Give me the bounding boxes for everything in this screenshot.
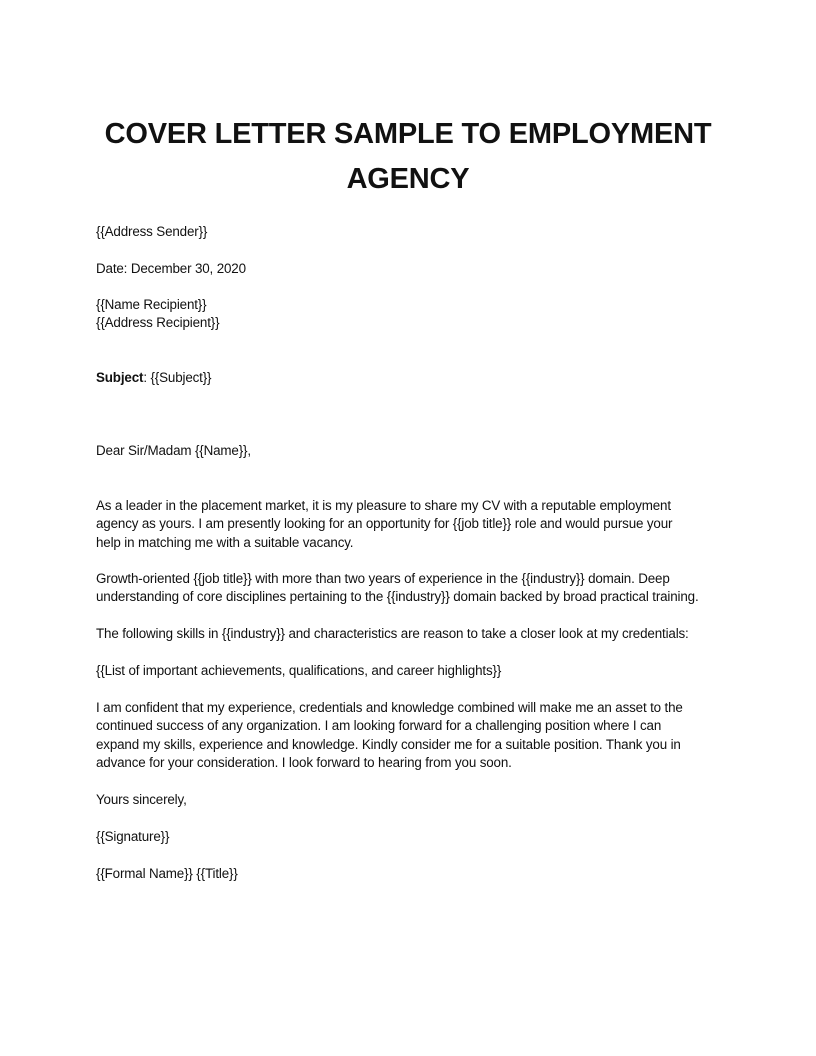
address-sender: {{Address Sender}} bbox=[96, 224, 208, 239]
closing-line: Yours sincerely, bbox=[96, 792, 187, 807]
paragraph-line: Growth-oriented {{job title}} with more than two years of experience in the {{industry}} domain. Deep bbox=[96, 571, 670, 586]
paragraph-skills: The following skills in {{industry}} and characteristics are reason to take a closer look at my credentials: bbox=[96, 626, 689, 641]
paragraph-line: agency as yours. I am presently looking for an opportunity for {{job title}} role and would pursue your bbox=[96, 516, 673, 532]
title-line-2: AGENCY bbox=[346, 163, 470, 195]
paragraph-intro bbox=[96, 497, 736, 552]
paragraph-line: As a leader in the placement market, it is my pleasure to share my CV with a reputable employment bbox=[96, 498, 671, 513]
paragraph-experience bbox=[96, 570, 736, 607]
paragraph-closing bbox=[96, 699, 736, 772]
paragraph-line: help in matching me with a suitable vacancy. bbox=[96, 534, 354, 550]
salutation: Dear Sir/Madam {{Name}}, bbox=[96, 443, 251, 458]
name-recipient: {{Name Recipient}} bbox=[96, 297, 207, 312]
formal-name-title: {{Formal Name}} {{Title}} bbox=[96, 866, 238, 881]
title-line-1: COVER LETTER SAMPLE TO EMPLOYMENT bbox=[104, 118, 712, 150]
paragraph-achievements: {{List of important achievements, qualifications, and career highlights}} bbox=[96, 663, 502, 678]
paragraph-line: I am confident that my experience, credentials and knowledge combined will make me an asset to the bbox=[96, 700, 683, 715]
subject-label: Subject bbox=[96, 370, 144, 385]
subject-value: : {{Subject}} bbox=[143, 370, 212, 385]
paragraph-line: advance for your consideration. I look forward to hearing from you soon. bbox=[96, 754, 512, 770]
subject-line bbox=[96, 369, 736, 387]
address-recipient: {{Address Recipient}} bbox=[96, 315, 220, 330]
paragraph-line: continued success of any organization. I am looking forward for a challenging position where I can bbox=[96, 718, 662, 734]
paragraph-line: understanding of core disciplines pertaining to the {{industry}} domain backed by broad practical training. bbox=[96, 589, 699, 605]
document-title bbox=[96, 112, 720, 202]
signature-placeholder: {{Signature}} bbox=[96, 829, 170, 844]
paragraph-line: expand my skills, experience and knowledge. Kindly consider me for a suitable position. Thank you in bbox=[96, 736, 681, 752]
letter-date: Date: December 30, 2020 bbox=[96, 261, 246, 276]
